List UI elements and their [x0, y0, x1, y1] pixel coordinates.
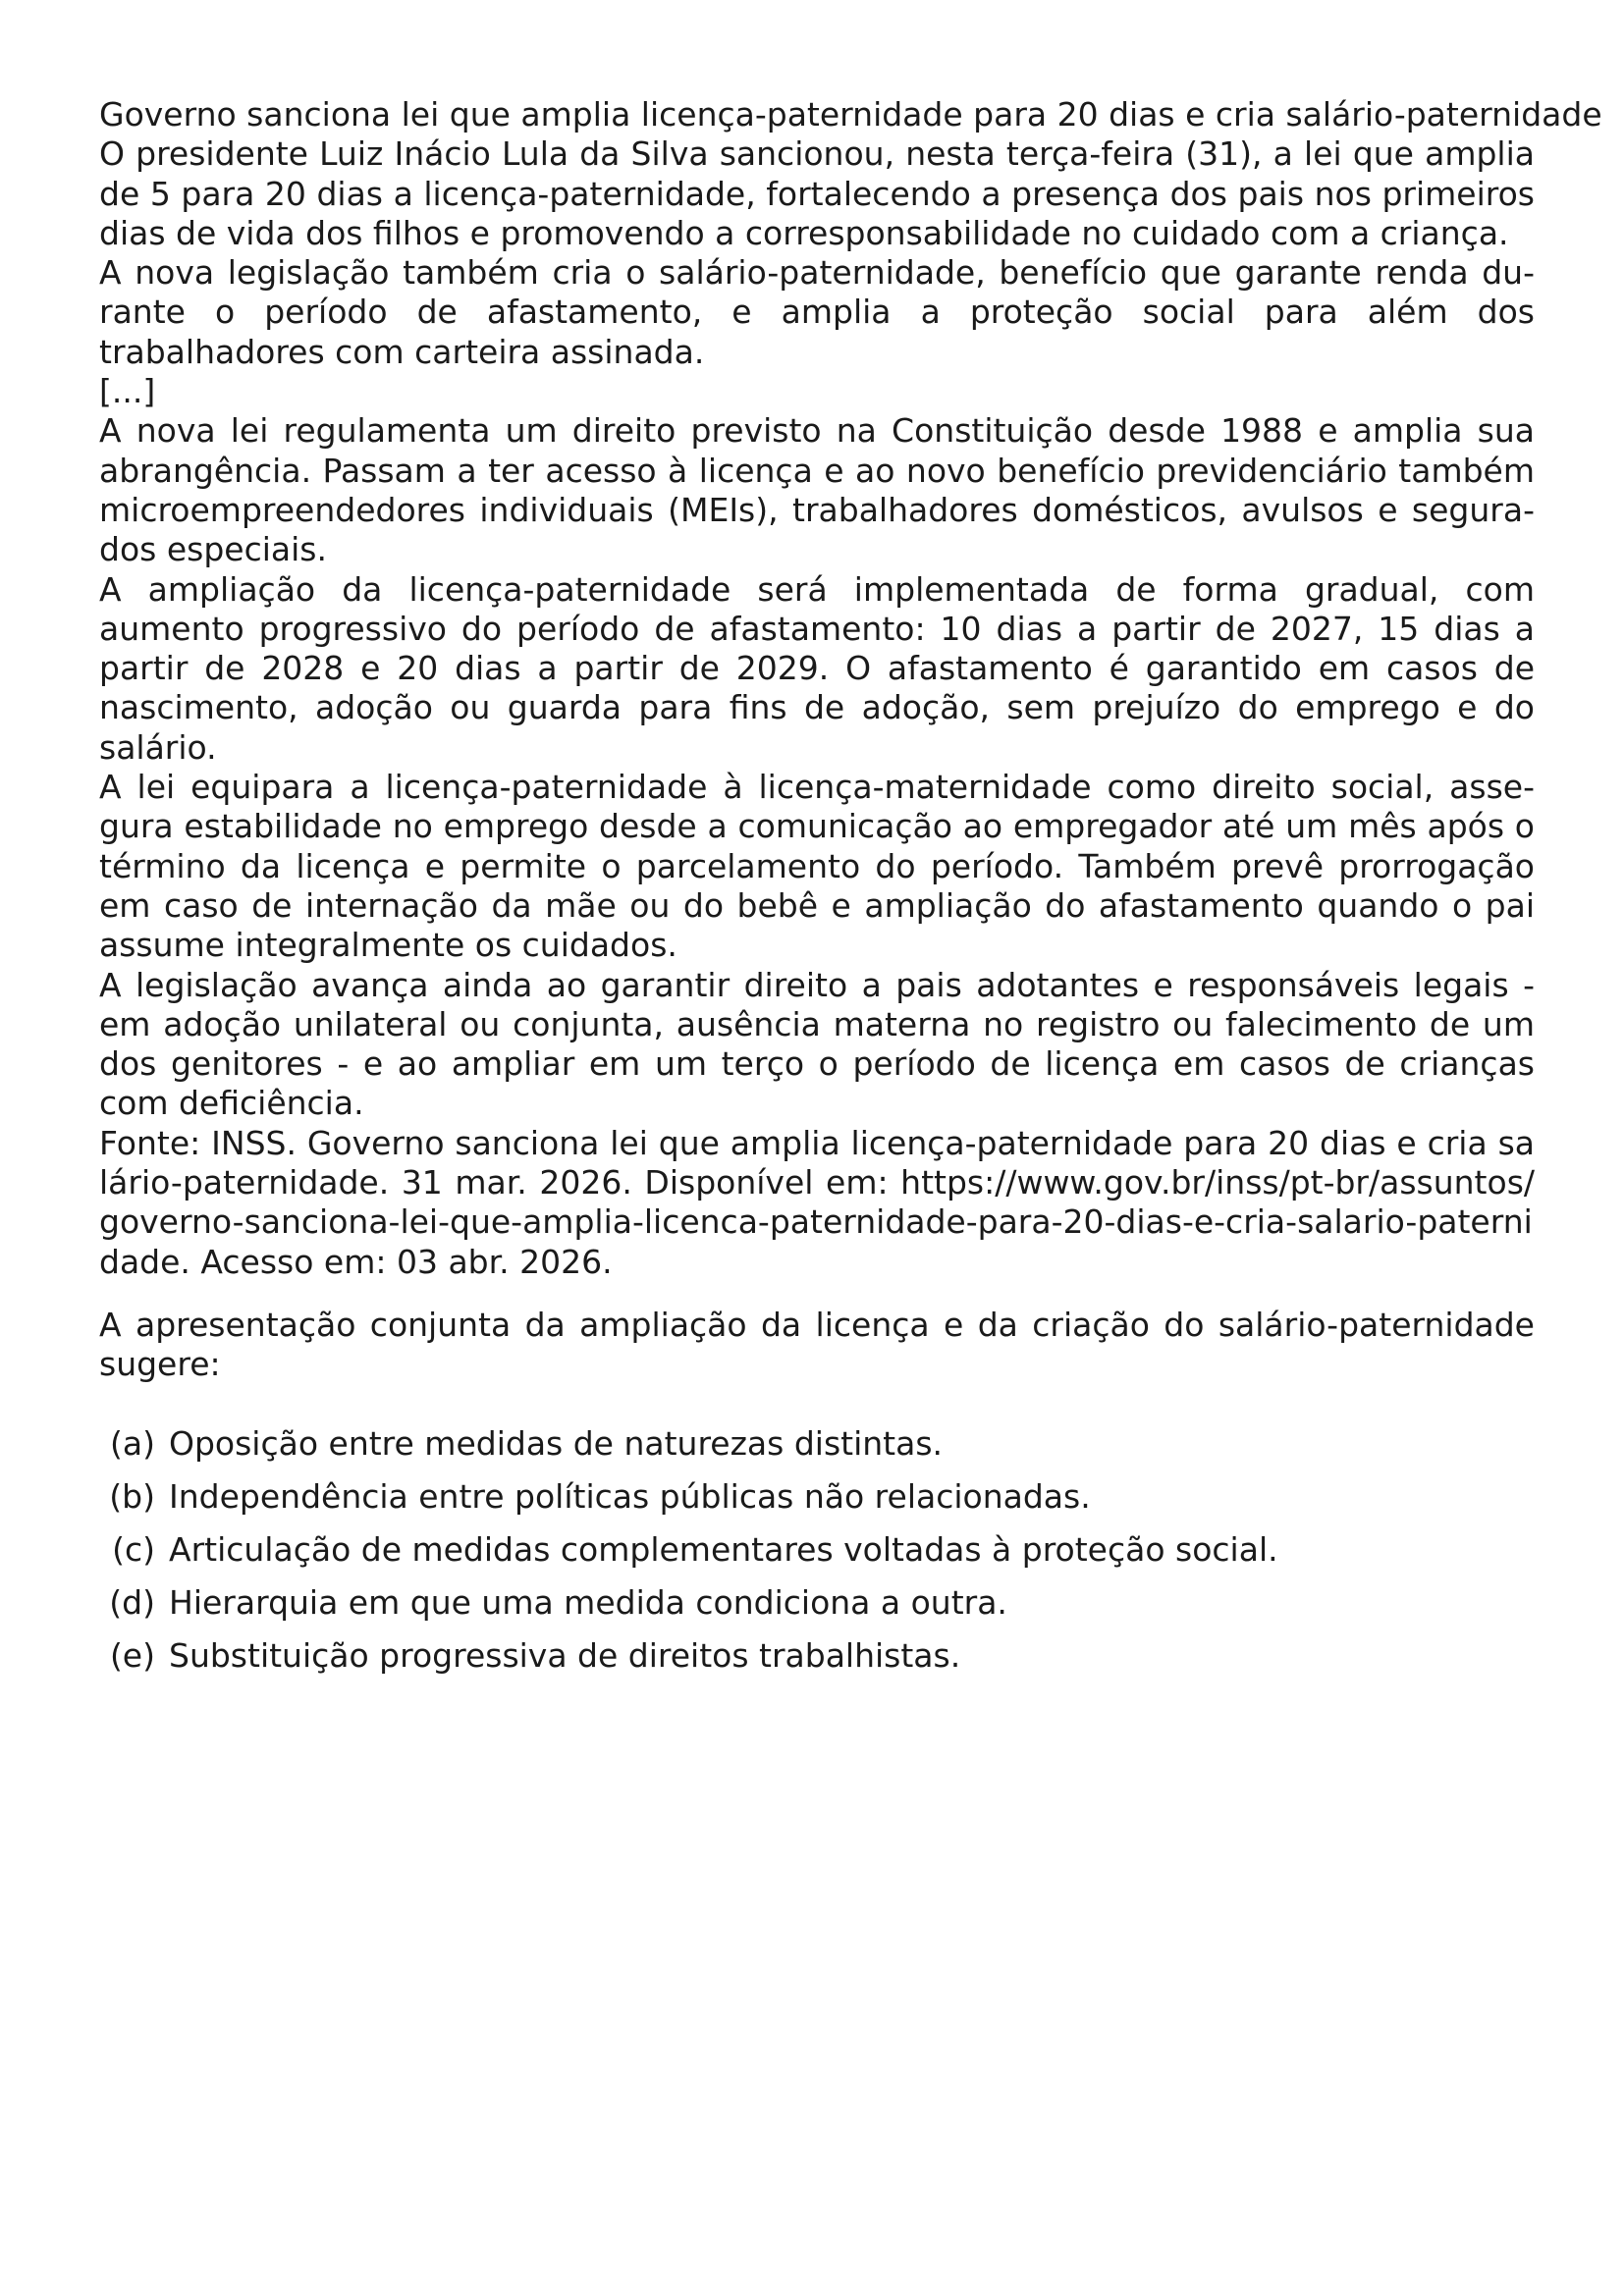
- answer-option-c[interactable]: [99, 1530, 1535, 1583]
- option-text: Articulação de medidas complementares voltadas à proteção social.: [169, 1529, 1278, 1569]
- option-letter: (b): [109, 1476, 155, 1516]
- article-paragraph-1: O presidente Luiz Inácio Lula da Silva sancionou, nesta terça-feira (31), a lei que amplia de 5 para 20 dias a licença-paternidade, fortalecendo a presença dos pais nos primeiros dias de vida dos filhos e promovendo a corresponsabilidade no cuidado com a criança.: [99, 134, 1535, 252]
- option-letter: (a): [110, 1423, 155, 1463]
- document-page: [99, 95, 1602, 1689]
- answer-option-e[interactable]: [99, 1636, 1535, 1689]
- answer-option-d[interactable]: [99, 1583, 1535, 1636]
- article-paragraph-3: A nova lei regulamenta um direito previsto na Constituição desde 1988 e amplia sua abrangência. Passam a ter acesso à licença e ao novo benefício previdenciário também microempreendedores individuais (MEIs), trabalhadores domésticos, avulsos e segurados especiais.: [99, 411, 1535, 569]
- article-paragraph-5: A lei equipara a licença-paternidade à licença-maternidade como direito social, assegura estabilidade no emprego desde a comunicação ao empregador até um mês após o término da licença e permite o parcelamento do período. Também prevê prorrogação em caso de internação da mãe ou do bebê e ampliação do afastamento quando o pai assume integralmente os cuidados.: [99, 768, 1535, 965]
- option-text: Oposição entre medidas de naturezas distintas.: [169, 1423, 944, 1463]
- article-source-citation: Fonte: INSS. Governo sanciona lei que amplia licença-paternidade para 20 dias e cria salário-paternidade. 31 mar. 2026. Disponível em: https://www.gov.br/inss/pt-br/assuntos/governo-sanciona-lei-que-amplia-licenca-paternidade-para-20-dias-e-cria-salario-paternidade. Acesso em: 03 abr. 2026.: [99, 1123, 1535, 1281]
- option-text: Independência entre políticas públicas não relacionadas.: [169, 1476, 1091, 1516]
- article-headline: Governo sanciona lei que amplia licença-paternidade para 20 dias e cria salário-paternidade: [99, 95, 1602, 133]
- option-text: Hierarquia em que uma medida condiciona a outra.: [169, 1582, 1007, 1622]
- answer-option-a[interactable]: [99, 1424, 1535, 1477]
- answer-options-list: [99, 1424, 1535, 1689]
- option-letter: (c): [112, 1529, 155, 1569]
- option-letter: (d): [109, 1582, 155, 1622]
- answer-option-b[interactable]: [99, 1477, 1535, 1530]
- article-ellipsis: [...]: [99, 372, 156, 411]
- article-paragraph-6: A legislação avança ainda ao garantir direito a pais adotantes e responsáveis legais - em adoção unilateral ou conjunta, ausência materna no registro ou falecimento de um dos genitores - e ao ampliar em um terço o período de licença em casos de crianças com deficiência.: [99, 965, 1535, 1123]
- article-paragraph-4: A ampliação da licença-paternidade será implementada de forma gradual, com aumento progressivo do período de afastamento: 10 dias a partir de 2027, 15 dias a partir de 2028 e 20 dias a partir de 2029. O afastamento é garantido em casos de nascimento, adoção ou guarda para fins de adoção, sem prejuízo do emprego e do salário.: [99, 569, 1535, 767]
- article-paragraph-2: A nova legislação também cria o salário-paternidade, benefício que garante renda durante o período de afastamento, e amplia a proteção social para além dos trabalhadores com carteira assinada.: [99, 253, 1535, 371]
- question-stem: A apresentação conjunta da ampliação da licença e da criação do salário-paternidade sugere:: [99, 1305, 1535, 1384]
- option-letter: (e): [109, 1635, 155, 1675]
- option-text: Substituição progressiva de direitos trabalhistas.: [169, 1635, 961, 1675]
